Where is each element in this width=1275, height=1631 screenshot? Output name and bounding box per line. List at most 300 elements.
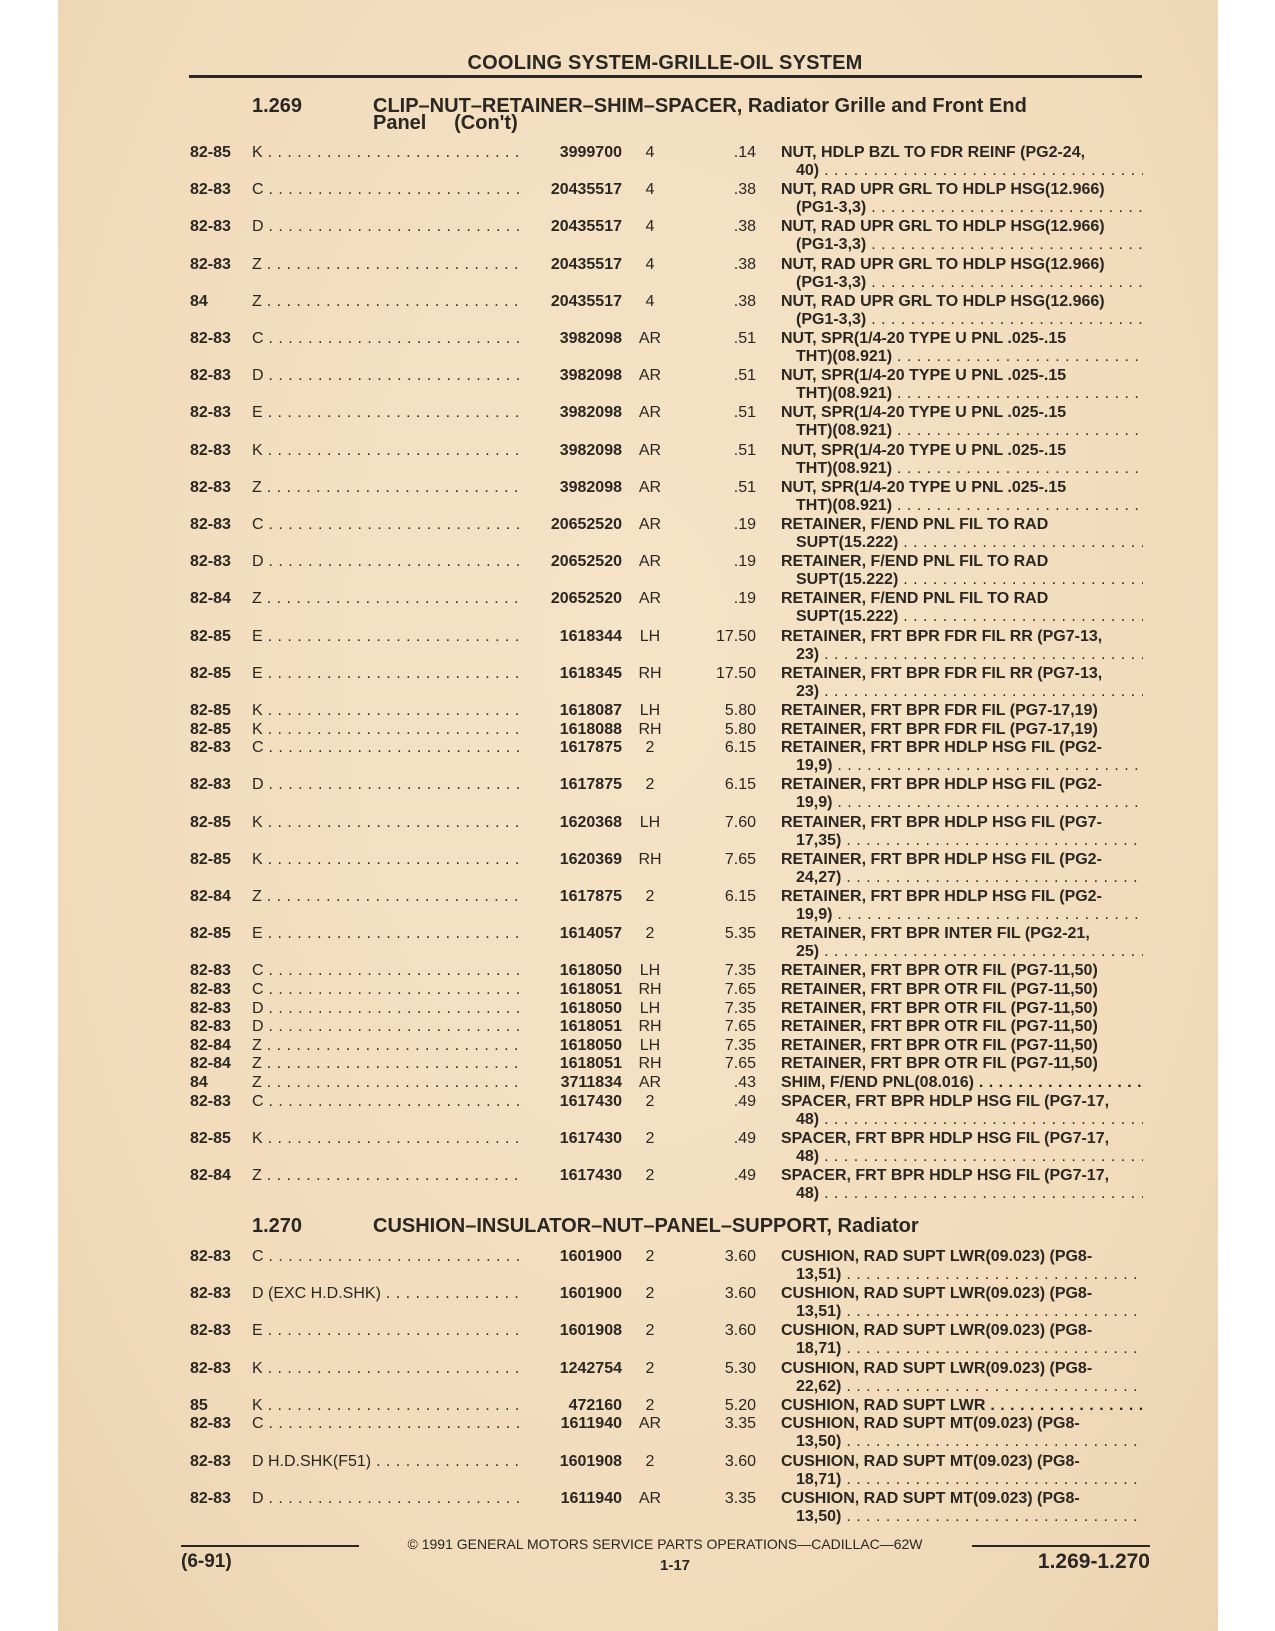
table-row: [0, 1453, 1275, 1489]
model-year: 82-83: [190, 999, 231, 1017]
quantity: LH: [639, 702, 661, 719]
part-description: CUSHION, RAD SUPT LWR(09.023) (PG8-: [781, 1322, 1093, 1340]
part-description-continued: [796, 646, 1143, 664]
description-continued-text: 23): [796, 682, 820, 700]
quantity: AR: [638, 1074, 662, 1091]
part-number: 1617875: [559, 888, 622, 905]
footer-page-number: 1-17: [659, 1557, 691, 1574]
table-row: [0, 1018, 1275, 1036]
model-code: K . . .: [252, 442, 520, 460]
description-continued-text: 23): [796, 645, 820, 663]
price: .49: [733, 1129, 756, 1147]
table-row: [0, 1000, 1275, 1018]
description-continued-text: THT)(08.921): [796, 348, 893, 365]
part-number: 3982098: [559, 441, 622, 459]
table-row: [0, 553, 1275, 589]
price: 3.60: [724, 1322, 756, 1340]
part-description: RETAINER, FRT BPR HDLP HSG FIL (PG7-: [781, 813, 1102, 831]
model-year: 82-85: [190, 813, 231, 831]
part-description-continued: [796, 348, 1143, 366]
price: 17.50: [715, 627, 756, 645]
table-row: [0, 1130, 1275, 1166]
model-year: 84: [190, 292, 208, 310]
section-number: 1.269: [252, 95, 303, 117]
table-row: [0, 981, 1275, 999]
model-code: K . . .: [252, 814, 520, 832]
part-number: 20652520: [550, 516, 622, 533]
quantity: 4: [645, 144, 655, 161]
quantity: LH: [639, 627, 661, 645]
model-code: D . . .: [252, 218, 520, 236]
quantity: 4: [645, 181, 655, 199]
model-code: K . . .: [252, 1360, 520, 1378]
price: 3.60: [724, 1452, 756, 1470]
price: 3.35: [724, 1415, 756, 1433]
quantity: AR: [638, 367, 662, 385]
page-header-title: COOLING SYSTEM-GRILLE-OIL SYSTEM: [467, 52, 863, 74]
table-row: [0, 1415, 1275, 1451]
part-description: NUT, RAD UPR GRL TO HDLP HSG(12.966): [781, 218, 1105, 236]
price: .43: [733, 1074, 756, 1091]
model-code: K . . .: [252, 1397, 520, 1415]
quantity: 2: [645, 1322, 655, 1340]
part-description-continued: [796, 1185, 1143, 1203]
price: .51: [733, 441, 756, 459]
part-description-continued: [796, 683, 1143, 701]
model-code: K . . .: [252, 851, 520, 869]
model-code: D . . .: [252, 367, 520, 385]
quantity: 2: [645, 1452, 655, 1470]
part-description: RETAINER, FRT BPR FDR FIL RR (PG7-13,: [781, 664, 1103, 682]
model-code: C . . .: [252, 1248, 520, 1266]
model-year: 82-84: [190, 1055, 231, 1073]
part-number: 3982098: [559, 404, 622, 422]
part-number: 1618345: [559, 664, 622, 682]
model-code: K . . .: [252, 1130, 520, 1148]
price: .51: [733, 404, 756, 422]
part-description: RETAINER, FRT BPR OTR FIL (PG7-11,50): [781, 1036, 1098, 1054]
part-description-continued: [796, 311, 1143, 329]
price: .19: [733, 590, 756, 608]
description-continued-text: 19,9): [796, 757, 833, 775]
part-description: CUSHION, RAD SUPT MT(09.023) (PG8-: [781, 1415, 1080, 1433]
table-row: [0, 144, 1275, 180]
part-number: 3711834: [560, 1074, 622, 1091]
part-description: RETAINER, FRT BPR INTER FIL (PG2-21,: [781, 925, 1090, 943]
part-description: CUSHION, RAD SUPT LWR . . .: [781, 1397, 1143, 1415]
part-description-continued: [796, 832, 1143, 850]
part-description-continued: [796, 460, 1143, 478]
model-year: 82-85: [190, 850, 231, 868]
price: 7.65: [724, 1018, 756, 1036]
part-number: 1618344: [559, 627, 622, 645]
model-year: 82-83: [190, 1489, 231, 1507]
price: 5.20: [724, 1396, 756, 1414]
table-row: [0, 1037, 1275, 1055]
part-description-continued: [796, 608, 1143, 626]
part-description-continued: [796, 1433, 1143, 1451]
part-number: 20435517: [550, 292, 622, 310]
part-number: 3982098: [559, 367, 622, 385]
model-code: K . . .: [252, 144, 520, 162]
model-code: E . . .: [252, 404, 520, 422]
table-row: [0, 367, 1275, 403]
quantity: AR: [638, 516, 662, 533]
model-year: 82-83: [190, 981, 231, 998]
quantity: 4: [645, 292, 655, 310]
part-number: 1614057: [559, 925, 622, 943]
part-description: RETAINER, FRT BPR HDLP HSG FIL (PG2-: [781, 888, 1102, 905]
part-number: 20435517: [550, 255, 622, 273]
footer-section-range: 1.269-1.270: [1037, 1550, 1150, 1573]
price: 5.35: [724, 925, 756, 943]
model-code: K . . .: [252, 702, 520, 720]
table-row: [0, 1167, 1275, 1203]
model-year: 82-85: [190, 627, 231, 645]
table-row: [0, 1360, 1275, 1396]
part-description-continued: [796, 422, 1143, 440]
part-description: CUSHION, RAD SUPT LWR(09.023) (PG8-: [781, 1248, 1093, 1265]
description-continued-text: 24,27): [796, 868, 842, 886]
table-row: [0, 665, 1275, 701]
price: .38: [733, 255, 756, 273]
price: .19: [733, 553, 756, 571]
table-row: [0, 888, 1275, 924]
table-row: [0, 1322, 1275, 1358]
model-code: D . . .: [252, 1490, 520, 1508]
part-number: 1611940: [560, 1415, 622, 1433]
price: 7.65: [724, 850, 756, 868]
price: .51: [733, 330, 756, 347]
price: 7.65: [724, 981, 756, 998]
model-year: 85: [190, 1396, 208, 1414]
table-row: [0, 330, 1275, 366]
table-row: [0, 218, 1275, 254]
quantity: RH: [638, 720, 662, 738]
part-description: SPACER, FRT BPR HDLP HSG FIL (PG7-17,: [781, 1092, 1110, 1110]
quantity: 4: [645, 218, 655, 236]
part-number: 1617875: [559, 739, 622, 757]
table-row: [0, 479, 1275, 515]
price: 3.35: [724, 1489, 756, 1507]
part-description-continued: [796, 1303, 1143, 1321]
part-description: CUSHION, RAD SUPT LWR(09.023) (PG8-: [781, 1359, 1093, 1377]
model-code: E . . .: [252, 1322, 520, 1340]
model-year: 82-83: [190, 1359, 231, 1377]
model-year: 82-83: [190, 553, 231, 571]
part-number: 20652520: [550, 590, 622, 608]
price: 5.80: [724, 720, 756, 738]
model-code: D . . .: [252, 776, 520, 794]
model-code: D . . .: [252, 1000, 520, 1018]
model-year: 82-83: [190, 962, 231, 980]
model-code: C . . .: [252, 739, 520, 757]
table-row: [0, 962, 1275, 980]
description-continued-text: (PG1-3,3): [796, 199, 867, 217]
model-code: Z . . .: [252, 1074, 520, 1092]
price: 3.60: [724, 1248, 756, 1265]
part-number: 472160: [568, 1396, 622, 1414]
part-number: 1620368: [559, 813, 622, 831]
part-number: 20652520: [550, 553, 622, 571]
model-code: Z . . .: [252, 1037, 520, 1055]
model-year: 82-85: [190, 702, 231, 719]
part-description: RETAINER, FRT BPR FDR FIL (PG7-17,19): [781, 720, 1098, 738]
header-rule: [189, 75, 1142, 78]
part-description-continued: [796, 757, 1143, 775]
footer-copyright: © 1991 GENERAL MOTORS SERVICE PARTS OPERATIONS—CADILLAC—62W: [407, 1536, 923, 1552]
price: .51: [733, 478, 756, 496]
model-code: E . . .: [252, 925, 520, 943]
description-continued-text: 48): [796, 1185, 820, 1202]
model-year: 82-85: [190, 664, 231, 682]
part-number: 1601908: [559, 1322, 622, 1340]
quantity: AR: [638, 441, 662, 459]
part-description: RETAINER, FRT BPR HDLP HSG FIL (PG2-: [781, 776, 1102, 794]
quantity: RH: [638, 1018, 662, 1036]
description-continued-text: 13,51): [796, 1266, 842, 1283]
table-row: [0, 516, 1275, 552]
quantity: 2: [645, 739, 655, 757]
part-number: 1601900: [559, 1248, 622, 1265]
model-year: 82-85: [190, 1129, 231, 1147]
price: .49: [733, 1092, 756, 1110]
quantity: 2: [645, 1396, 655, 1414]
part-description: NUT, SPR(1/4-20 TYPE U PNL .025-.15: [781, 441, 1067, 459]
description-continued-text: 19,9): [796, 794, 833, 812]
part-number: 1617430: [559, 1167, 622, 1184]
model-year: 84: [190, 1074, 208, 1091]
model-year: 82-83: [190, 330, 231, 347]
description-continued-text: (PG1-3,3): [796, 310, 867, 328]
model-code: C . . .: [252, 1093, 520, 1111]
table-row: [0, 293, 1275, 329]
table-row: [0, 1248, 1275, 1284]
price: .49: [733, 1167, 756, 1184]
part-number: 20435517: [550, 181, 622, 199]
price: 7.35: [724, 999, 756, 1017]
model-year: 82-83: [190, 181, 231, 199]
model-year: 82-84: [190, 1036, 231, 1054]
quantity: RH: [638, 981, 662, 998]
part-number: 1242754: [559, 1359, 622, 1377]
part-description-continued: [796, 497, 1143, 515]
quantity: RH: [638, 664, 662, 682]
part-number: 1618051: [559, 981, 622, 998]
model-year: 82-83: [190, 1415, 231, 1433]
part-number: 1618050: [559, 999, 622, 1017]
model-code: C . . .: [252, 330, 520, 348]
part-number: 1618051: [559, 1018, 622, 1036]
table-row: [0, 1055, 1275, 1073]
description-continued-text: 18,71): [796, 1340, 842, 1358]
part-description-continued: [796, 571, 1143, 589]
table-row: [0, 1397, 1275, 1415]
footer-rule-right: [972, 1545, 1150, 1547]
part-number: 1618050: [559, 1036, 622, 1054]
quantity: 2: [645, 1167, 655, 1184]
price: 5.30: [724, 1359, 756, 1377]
part-description: NUT, SPR(1/4-20 TYPE U PNL .025-.15: [781, 478, 1067, 496]
quantity: AR: [638, 553, 662, 571]
footer-revision-date: (6-91): [181, 1551, 232, 1572]
quantity: RH: [638, 850, 662, 868]
part-description: NUT, RAD UPR GRL TO HDLP HSG(12.966): [781, 181, 1105, 199]
table-row: [0, 1490, 1275, 1526]
table-row: [0, 851, 1275, 887]
part-number: 1618087: [559, 702, 622, 719]
part-description: RETAINER, FRT BPR HDLP HSG FIL (PG2-: [781, 739, 1102, 757]
model-year: 82-83: [190, 1018, 231, 1036]
quantity: AR: [638, 478, 662, 496]
part-description: NUT, HDLP BZL TO FDR REINF (PG2-24,: [781, 144, 1086, 161]
model-year: 82-83: [190, 516, 231, 533]
part-number: 20435517: [550, 218, 622, 236]
part-number: 3982098: [559, 330, 622, 347]
price: 7.35: [724, 1036, 756, 1054]
price: 7.60: [724, 813, 756, 831]
price: .51: [733, 367, 756, 385]
part-description-continued: [796, 274, 1143, 292]
table-row: [0, 702, 1275, 720]
price: 6.15: [724, 776, 756, 794]
part-number: 1601908: [559, 1452, 622, 1470]
part-description: RETAINER, FRT BPR OTR FIL (PG7-11,50): [781, 1018, 1098, 1036]
part-description-continued: [796, 385, 1143, 403]
part-number: 1617875: [559, 776, 622, 794]
price: 7.65: [724, 1055, 756, 1073]
model-year: 82-83: [190, 478, 231, 496]
description-continued-text: (PG1-3,3): [796, 273, 867, 291]
part-number: 1611940: [560, 1489, 622, 1507]
part-number: 3999700: [559, 144, 622, 161]
part-description: SHIM, F/END PNL(08.016) . . .: [781, 1074, 1143, 1092]
description-continued-text: 13,50): [796, 1507, 842, 1525]
model-year: 82-83: [190, 1248, 231, 1265]
part-description: CUSHION, RAD SUPT MT(09.023) (PG8-: [781, 1452, 1080, 1470]
part-number: 1618051: [559, 1055, 622, 1073]
price: 17.50: [715, 664, 756, 682]
part-description: SPACER, FRT BPR HDLP HSG FIL (PG7-17,: [781, 1167, 1110, 1184]
model-year: 82-84: [190, 1167, 231, 1184]
description-continued-text: 48): [796, 1147, 820, 1165]
price: .38: [733, 181, 756, 199]
part-description: RETAINER, FRT BPR FDR FIL (PG7-17,19): [781, 702, 1098, 719]
part-description: RETAINER, FRT BPR OTR FIL (PG7-11,50): [781, 962, 1098, 980]
description-continued-text: SUPT(15.222): [796, 608, 899, 626]
model-code: Z . . .: [252, 479, 520, 497]
model-code: D . . .: [252, 553, 520, 571]
footer-rule-left: [181, 1545, 359, 1547]
model-code: Z . . .: [252, 1167, 520, 1185]
description-continued-text: THT)(08.921): [796, 422, 893, 440]
part-number: 1618050: [559, 962, 622, 980]
part-number: 1618088: [559, 720, 622, 738]
part-description: NUT, SPR(1/4-20 TYPE U PNL .025-.15: [781, 330, 1067, 347]
model-code: Z . . .: [252, 888, 520, 906]
part-description: CUSHION, RAD SUPT LWR(09.023) (PG8-: [781, 1285, 1093, 1303]
section-number: 1.270: [252, 1215, 303, 1237]
table-row: [0, 925, 1275, 961]
model-code: D H.D.SHK(F51) . . .: [252, 1453, 520, 1471]
part-description-continued: [796, 1111, 1143, 1129]
description-continued-text: 13,50): [796, 1433, 842, 1451]
model-code: D (EXC H.D.SHK) . . .: [252, 1285, 520, 1303]
part-description-continued: [796, 1378, 1143, 1396]
model-code: Z . . .: [252, 293, 520, 311]
description-continued-text: THT)(08.921): [796, 385, 893, 403]
part-description-continued: [796, 943, 1143, 961]
price: 5.80: [724, 702, 756, 719]
part-description: RETAINER, FRT BPR OTR FIL (PG7-11,50): [781, 981, 1098, 998]
model-year: 82-83: [190, 776, 231, 794]
part-description: RETAINER, F/END PNL FIL TO RAD: [781, 590, 1049, 608]
model-year: 82-83: [190, 739, 231, 757]
part-description: RETAINER, FRT BPR OTR FIL (PG7-11,50): [781, 999, 1098, 1017]
table-row: [0, 181, 1275, 217]
price: .19: [733, 516, 756, 533]
quantity: AR: [638, 1489, 662, 1507]
model-year: 82-85: [190, 925, 231, 943]
model-code: C . . .: [252, 981, 520, 999]
table-row: [0, 776, 1275, 812]
description-continued-text: 19,9): [796, 906, 833, 923]
quantity: LH: [639, 999, 661, 1017]
model-code: E . . .: [252, 628, 520, 646]
model-year: 82-84: [190, 590, 231, 608]
description-continued-text: 48): [796, 1110, 820, 1128]
description-continued-text: 25): [796, 943, 820, 961]
price: .38: [733, 218, 756, 236]
model-code: K . . .: [252, 721, 520, 739]
part-description: RETAINER, F/END PNL FIL TO RAD: [781, 553, 1049, 571]
price: 3.60: [724, 1285, 756, 1303]
description-continued-text: THT)(08.921): [796, 496, 893, 514]
table-row: [0, 442, 1275, 478]
quantity: AR: [638, 330, 662, 347]
quantity: 2: [645, 1248, 655, 1265]
part-number: 1617430: [559, 1129, 622, 1147]
part-description-continued: [796, 236, 1143, 254]
table-row: [0, 404, 1275, 440]
table-row: [0, 739, 1275, 775]
part-description: NUT, SPR(1/4-20 TYPE U PNL .025-.15: [781, 367, 1067, 385]
model-year: 82-83: [190, 218, 231, 236]
part-description-continued: [796, 1266, 1143, 1284]
model-code: C . . .: [252, 1415, 520, 1433]
model-code: E . . .: [252, 665, 520, 683]
price: .38: [733, 292, 756, 310]
quantity: 2: [645, 888, 655, 905]
part-description: RETAINER, F/END PNL FIL TO RAD: [781, 516, 1049, 533]
part-description-continued: [796, 906, 1143, 924]
section-title: CUSHION–INSULATOR–NUT–PANEL–SUPPORT, Radiator: [373, 1215, 919, 1237]
model-year: 82-85: [190, 144, 231, 161]
part-description-continued: [796, 1471, 1143, 1489]
part-description-continued: [796, 534, 1143, 552]
quantity: LH: [639, 962, 661, 980]
model-year: 82-83: [190, 1285, 231, 1303]
table-row: [0, 1093, 1275, 1129]
part-description-continued: [796, 794, 1143, 812]
part-number: 1617430: [559, 1092, 622, 1110]
table-row: [0, 1074, 1275, 1092]
model-year: 82-84: [190, 888, 231, 905]
description-continued-text: 18,71): [796, 1470, 842, 1488]
quantity: 2: [645, 1359, 655, 1377]
quantity: LH: [639, 813, 661, 831]
part-description: RETAINER, FRT BPR HDLP HSG FIL (PG2-: [781, 850, 1102, 868]
